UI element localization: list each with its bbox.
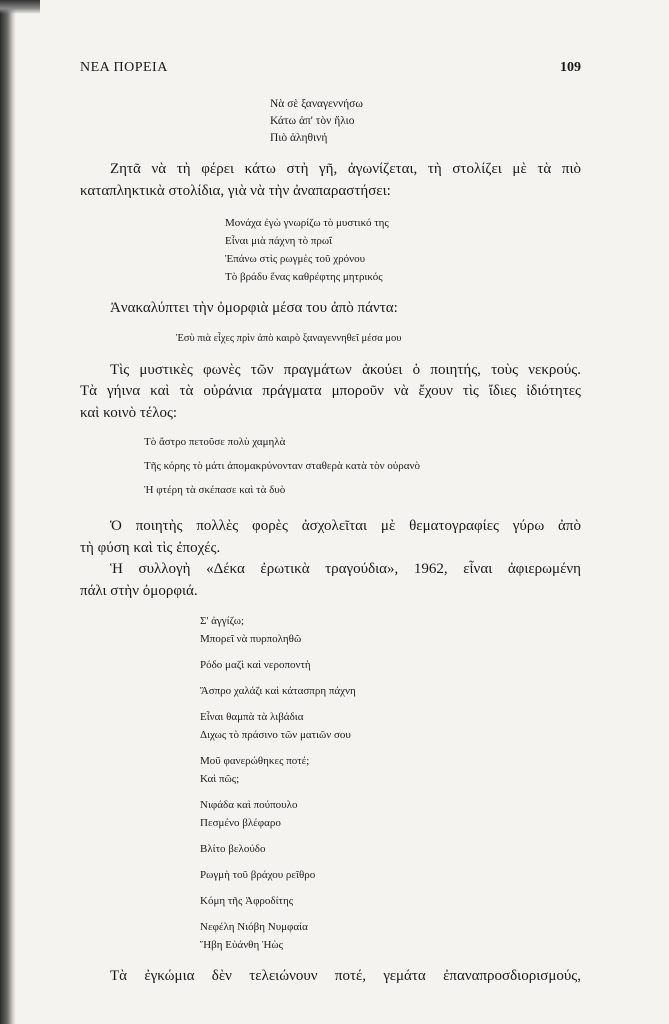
verse-line: Κάτω ἀπ' τὸν ἥλιο xyxy=(270,115,355,127)
paragraph-line: Ζητᾶ νὰ τὴ φέρει κάτω στὴ γῆ, ἀγωνίζεται, τὴ στολίζει μὲ τὰ πιὸ xyxy=(110,161,581,177)
verse-line: Διχως τὸ πράσινο τῶν ματιῶν σου xyxy=(200,729,351,741)
page-number: 109 xyxy=(560,60,581,75)
verse-line: Νεφέλη Νιόβη Νυμφαία xyxy=(200,921,308,933)
paragraph xyxy=(80,559,581,602)
paragraph-line: Τὶς μυστικὲς φωνὲς τῶν πραγμάτων ἀκούει ὁ ποιητής, τοὺς νεκρούς. xyxy=(110,361,581,378)
verse-line: Σ' ἀγγίζω; xyxy=(200,615,245,627)
paragraph-line: Ἡ συλλογὴ «Δέκα ἐρωτικὰ τραγούδια», 1962, εἶναι ἀφιερωμένη xyxy=(110,561,581,577)
paragraph-line: Τὰ γήινα καὶ τὰ οὐράνια πράγματα μποροῦν νὰ ἔχουν τὶς ἴδιες ἰδιότητες xyxy=(80,383,581,399)
verse-line: Ἄσπρο χαλάζι καὶ κάτασπρη πάχνη xyxy=(200,685,356,697)
verse-line: Πεσμένο βλέφαρο xyxy=(200,817,281,829)
verse-line: Ἐπάνω στὶς ρωγμὲς τοῦ χρόνου xyxy=(225,253,366,265)
verse-line: Μπορεῖ νὰ πυρποληθῶ xyxy=(200,633,302,645)
paragraph-line: Τὰ ἐγκώμια δὲν τελειώνουν ποτέ, γεμάτα ἐπαναπροσδιορισμούς, xyxy=(110,968,581,984)
paragraph xyxy=(80,298,581,320)
verse-line: Τὸ ἄστρο πετοῦσε πολὺ χαμηλὰ xyxy=(144,436,286,448)
verse-line: Ἥβη Εὐάνθη Ἠὼς xyxy=(200,939,283,951)
paragraph-line: Ἀνακαλύπτει τὴν ὀμορφιὰ μέσα του ἀπὸ πάντα: xyxy=(110,300,398,316)
verse-line: Εἶναι μιὰ πάχνη τὸ πρωΐ xyxy=(225,235,333,247)
verse-line: Τῆς κόρης τὸ μάτι ἀπομακρύνονταν σταθερὰ κατὰ τὸν οὐρανὸ xyxy=(144,460,420,472)
paragraph xyxy=(80,360,581,425)
verse-block-4 xyxy=(144,430,581,502)
page-corner-shadow xyxy=(0,0,40,14)
verse-line: Μονάχα ἐγὼ γνωρίζω τὸ μυστικό της xyxy=(225,217,389,229)
paragraph-line: καταπληκτικὰ στολίδια, γιὰ νὰ τὴν ἀναπαραστήσει: xyxy=(80,182,391,199)
verse-line: Πιὸ ἀληθινή xyxy=(270,132,328,144)
paragraph-line: καὶ κοινὸ τέλος: xyxy=(80,404,178,421)
verse-line: Κόμη τῆς Ἀφροδίτης xyxy=(200,895,294,907)
verse-block-2 xyxy=(225,214,581,286)
verse-line: Εἶναι θαμπὰ τὰ λιβάδια xyxy=(200,711,304,723)
verse-line: Καὶ πῶς; xyxy=(200,773,240,785)
verse-line: Ἡ φτέρη τὰ σκέπασε καὶ τὰ δυὸ xyxy=(144,484,286,496)
verse-block-3 xyxy=(176,330,581,348)
running-title: ΝΕΑ ΠΟΡΕΙΑ xyxy=(80,60,168,75)
verse-line: Τὸ βράδυ ἕνας καθρέφτης μητρικός xyxy=(225,271,383,283)
paragraph xyxy=(80,966,581,988)
verse-line: Βλίτο βελούδο xyxy=(200,843,266,855)
verse-line: Νὰ σὲ ξαναγεννήσω xyxy=(270,98,363,110)
verse-line: Ἐσὺ πιὰ εἶχες πρὶν ἀπὸ καιρὸ ξαναγεννηθεῖ μέσα μου xyxy=(176,332,402,344)
paragraph-line: Ὁ ποιητὴς πολλὲς φορὲς ἀσχολεῖται μὲ θεματογραφίες γύρω ἀπὸ xyxy=(110,518,581,534)
book-spine-shadow xyxy=(0,0,16,1024)
paragraph-line: πάλι στὴν ὀμορφιά. xyxy=(80,582,198,599)
verse-block-1 xyxy=(270,96,581,147)
verse-line: Μοῦ φανερώθηκες ποτέ; xyxy=(200,755,310,767)
verse-line: Ρόδο μαζὶ καὶ νεροποντὴ xyxy=(200,659,311,671)
verse-line: Ρωγμὴ τοῦ βράχου ρεῖθρο xyxy=(200,869,316,881)
paragraph xyxy=(80,159,581,202)
verse-block-5 xyxy=(200,612,581,954)
paragraph-line: τὴ φύση καὶ τὶς ἐποχές. xyxy=(80,539,221,556)
page-body xyxy=(80,96,581,988)
verse-line: Νιφάδα καὶ πούπουλο xyxy=(200,799,298,811)
page-header xyxy=(80,60,581,80)
paragraph xyxy=(80,516,581,559)
